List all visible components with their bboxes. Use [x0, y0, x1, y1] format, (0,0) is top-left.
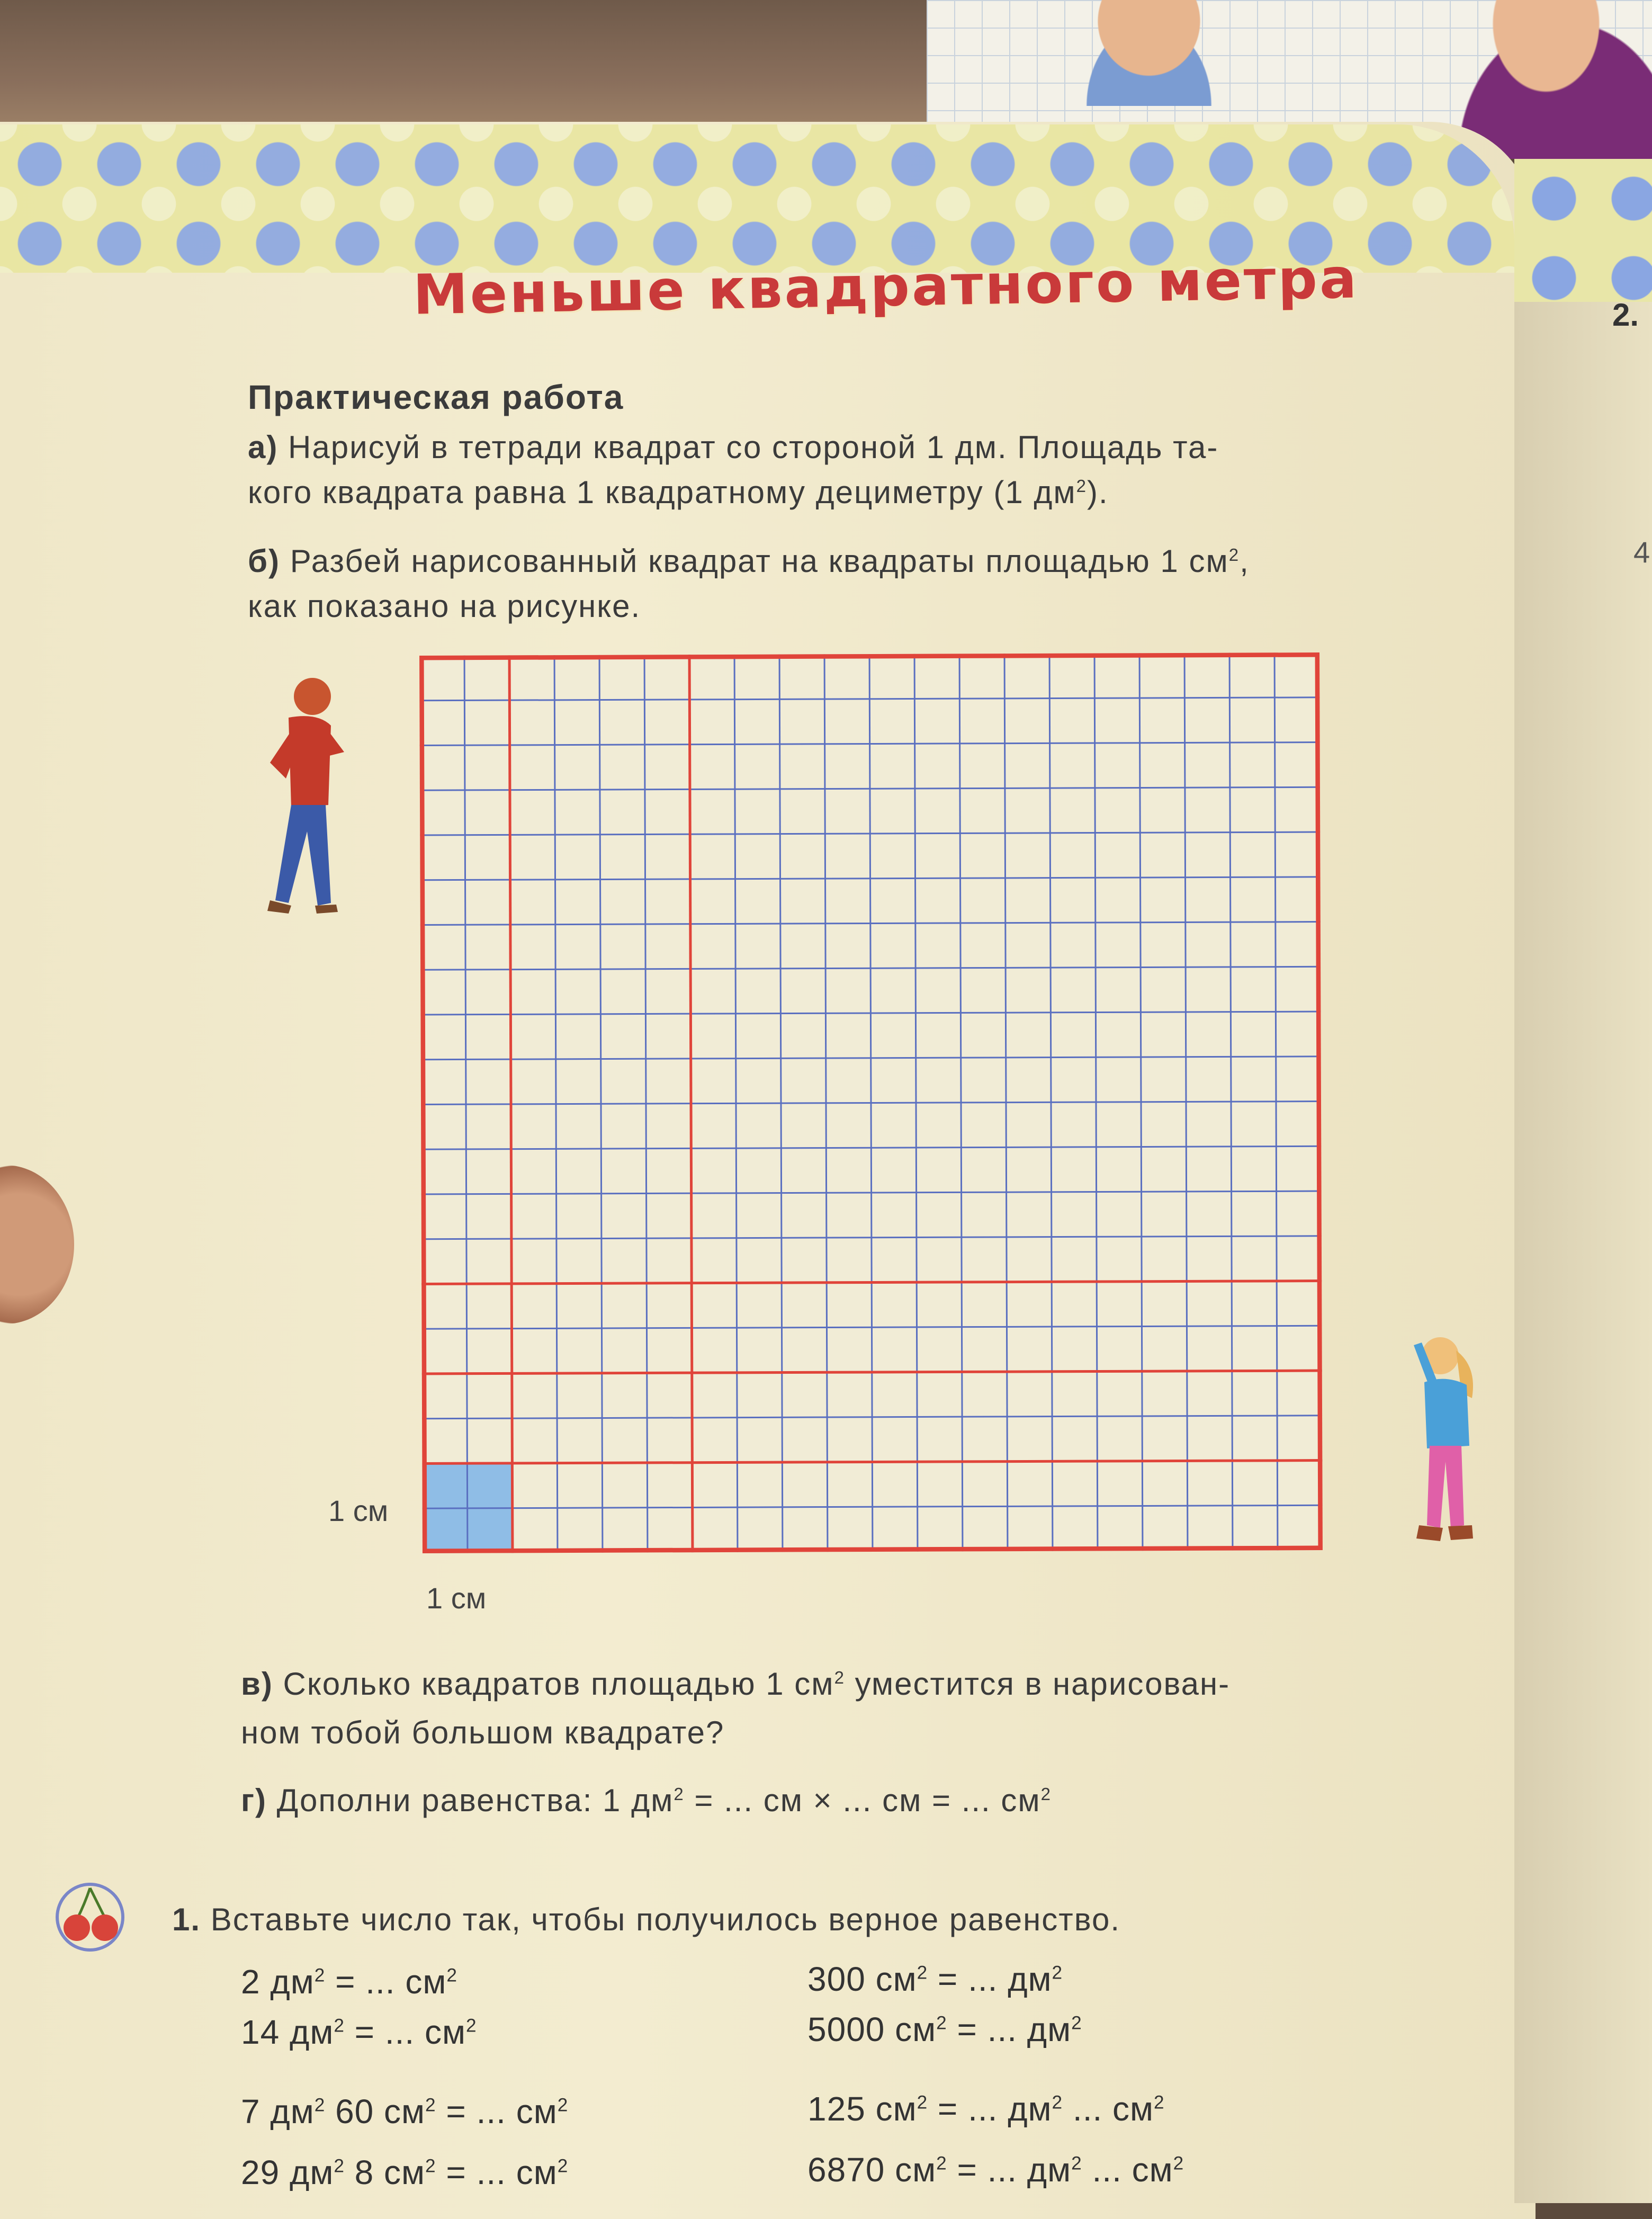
- eq-part: ... см: [1063, 2090, 1154, 2128]
- equation-right-3: [807, 2089, 1165, 2128]
- background-child-illustration: [1070, 0, 1228, 106]
- eq-part: ... см: [1082, 2151, 1173, 2189]
- eq-part: 6870 см: [807, 2151, 937, 2189]
- section-heading: Практическая работа: [248, 378, 624, 416]
- task-b-label: б): [248, 543, 281, 579]
- superscript: 2: [936, 2153, 947, 2174]
- task-v-line-2: [241, 1706, 724, 1759]
- superscript: 2: [314, 1965, 326, 1986]
- superscript: 2: [936, 2012, 947, 2034]
- superscript: 2: [334, 2155, 345, 2177]
- task-a-line-2: [248, 466, 1109, 519]
- eq-part: 8 см: [344, 2153, 426, 2191]
- equation-right-2: [807, 2010, 1082, 2049]
- task-v-line-1: [241, 1658, 1230, 1711]
- page-title: Меньше квадратного метра: [412, 246, 1359, 327]
- task-g-text-1: Дополни равенства: 1 дм: [276, 1783, 674, 1818]
- task-a-text-2: кого квадрата равна 1 квадратному дециметру (1 дм: [248, 475, 1076, 510]
- task-v-label: в): [241, 1666, 273, 1702]
- grid-svg: [419, 652, 1323, 1553]
- eq-part: = ... дм: [947, 2151, 1072, 2189]
- superscript: 2: [917, 1962, 928, 1983]
- eq-part: = ... дм: [928, 1960, 1052, 1998]
- exercise-text: Вставьте число так, чтобы получилось верное равенство.: [210, 1902, 1121, 1937]
- task-b-line-2: [248, 580, 641, 633]
- task-a-label: а): [248, 430, 279, 465]
- superscript: 2: [1173, 2153, 1184, 2174]
- superscript: 2: [1076, 476, 1088, 496]
- task-v-text-1: Сколько квадратов площадью 1 см: [283, 1666, 834, 1702]
- next-page-number: 2.: [1612, 297, 1639, 333]
- eq-part: = ... см: [325, 1963, 447, 2001]
- eq-part: = ... дм: [947, 2010, 1072, 2048]
- eq-part: = ... см: [436, 2153, 558, 2191]
- next-page-edge: [1514, 159, 1652, 2203]
- exercise-number: 1.: [172, 1902, 201, 1937]
- superscript: 2: [314, 2095, 326, 2116]
- boy-illustration: [238, 673, 355, 921]
- exercise-1-statement: [172, 1893, 1120, 1946]
- superscript: 2: [674, 1784, 685, 1804]
- equation-left-3: [241, 2092, 568, 2131]
- superscript: 2: [446, 1965, 457, 1986]
- cherry-icon: [48, 1877, 132, 1952]
- task-a-text-1: Нарисуй в тетради квадрат со стороной 1 дм. Площадь та-: [288, 430, 1219, 465]
- superscript: 2: [425, 2155, 436, 2177]
- task-v-text-2: ном тобой большом квадрате?: [241, 1715, 725, 1750]
- superscript: 2: [1228, 545, 1240, 565]
- equation-right-1: [807, 1959, 1063, 1999]
- eq-part: 5000 см: [807, 2010, 937, 2048]
- eq-part: 7 дм: [241, 2092, 315, 2131]
- task-g-line: [241, 1774, 1052, 1827]
- superscript: 2: [334, 2015, 345, 2036]
- girl-illustration: [1398, 1324, 1493, 1562]
- superscript: 2: [557, 2155, 569, 2177]
- decorative-header-band-right: [1514, 159, 1652, 302]
- bottom-label: 1 см: [426, 1581, 487, 1615]
- superscript: 2: [1154, 2092, 1165, 2113]
- equation-right-4: [807, 2150, 1184, 2189]
- eq-part: = ... см: [436, 2092, 558, 2131]
- task-v-text-1-end: уместится в нарисован-: [845, 1666, 1231, 1702]
- task-g-text-2: = ... см × ... см = ... см: [684, 1783, 1041, 1818]
- eq-part: = ... дм: [928, 2090, 1052, 2128]
- background-fabric: [0, 0, 927, 138]
- task-g-label: г): [241, 1783, 267, 1818]
- superscript: 2: [557, 2095, 569, 2116]
- task-b-text-2: как показано на рисунке.: [248, 588, 641, 624]
- eq-part: 14 дм: [241, 2013, 334, 2051]
- eq-part: 29 дм: [241, 2153, 334, 2191]
- eq-part: 2 дм: [241, 1963, 315, 2001]
- superscript: 2: [1052, 1962, 1063, 1983]
- superscript: 2: [465, 2015, 477, 2036]
- equation-left-1: [241, 1962, 457, 2001]
- superscript: 2: [425, 2095, 436, 2116]
- superscript: 2: [1052, 2092, 1063, 2113]
- side-label: 1 см: [328, 1494, 389, 1527]
- eq-part: = ... см: [344, 2013, 466, 2051]
- eq-part: 300 см: [807, 1960, 917, 1998]
- eq-part: 60 см: [325, 2092, 426, 2131]
- grid-figure: [419, 652, 1323, 1553]
- task-b-text-1-end: ,: [1240, 543, 1250, 579]
- next-page-fragment: 4: [1633, 535, 1650, 569]
- superscript: 2: [917, 2092, 928, 2113]
- equation-left-2: [241, 2012, 477, 2052]
- task-b-text-1: Разбей нарисованный квадрат на квадраты площадью 1 см: [290, 543, 1229, 579]
- superscript: 2: [1071, 2153, 1082, 2174]
- eq-part: 125 см: [807, 2090, 917, 2128]
- task-a-text-2-end: ).: [1087, 475, 1109, 510]
- superscript: 2: [834, 1668, 845, 1687]
- superscript: 2: [1040, 1784, 1052, 1804]
- equation-left-4: [241, 2153, 568, 2192]
- superscript: 2: [1071, 2012, 1082, 2034]
